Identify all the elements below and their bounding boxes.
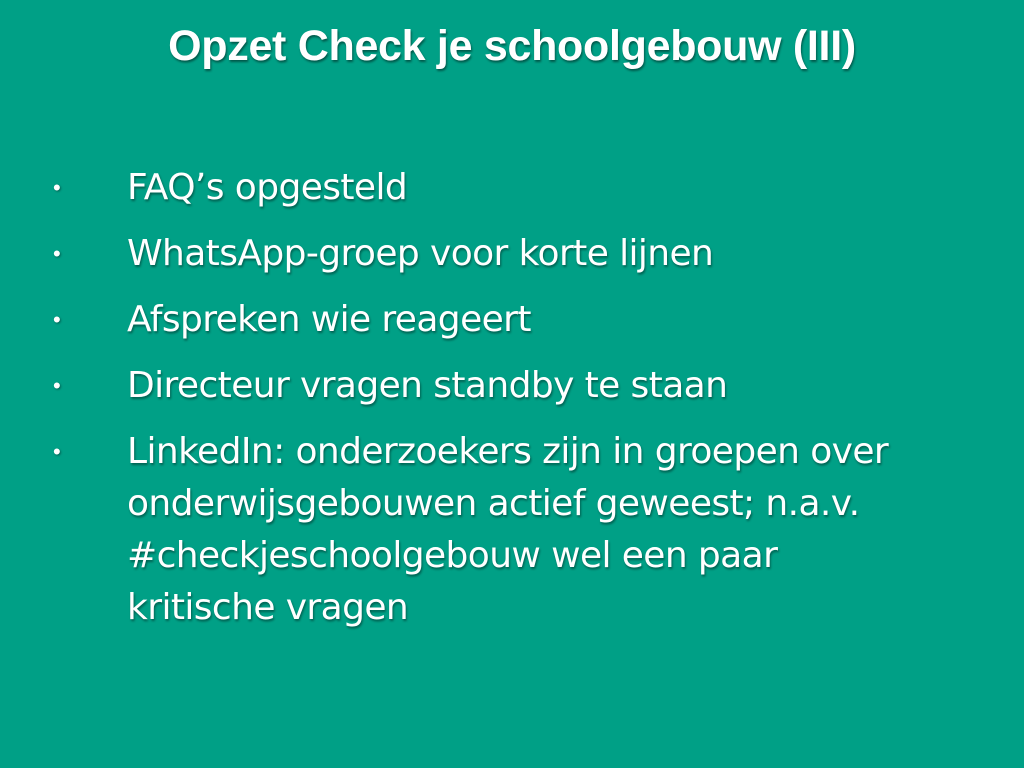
bullet-icon: •	[53, 241, 61, 266]
list-item	[50, 228, 910, 280]
list-item	[50, 360, 910, 412]
bullet-icon: •	[53, 373, 61, 398]
list-item	[50, 426, 910, 634]
bullet-icon: •	[53, 439, 61, 464]
slide-title: Opzet Check je schoolgebouw (III)	[168, 22, 856, 70]
list-item	[50, 162, 910, 214]
bullet-text: Afspreken wie reageert	[127, 299, 531, 340]
list-item	[50, 294, 910, 346]
bullet-text: LinkedIn: onderzoekers zijn in groepen over onderwijsgebouwen actief geweest; n.a.v. #checkjeschoolgebouw wel een paar kritische vragen	[127, 431, 889, 628]
bullet-list	[50, 162, 910, 648]
bullet-text: Directeur vragen standby te staan	[127, 365, 728, 406]
bullet-icon: •	[53, 307, 61, 332]
bullet-text: WhatsApp-groep voor korte lijnen	[127, 233, 714, 274]
bullet-icon: •	[53, 175, 61, 200]
bullet-text: FAQ’s opgesteld	[127, 167, 408, 208]
